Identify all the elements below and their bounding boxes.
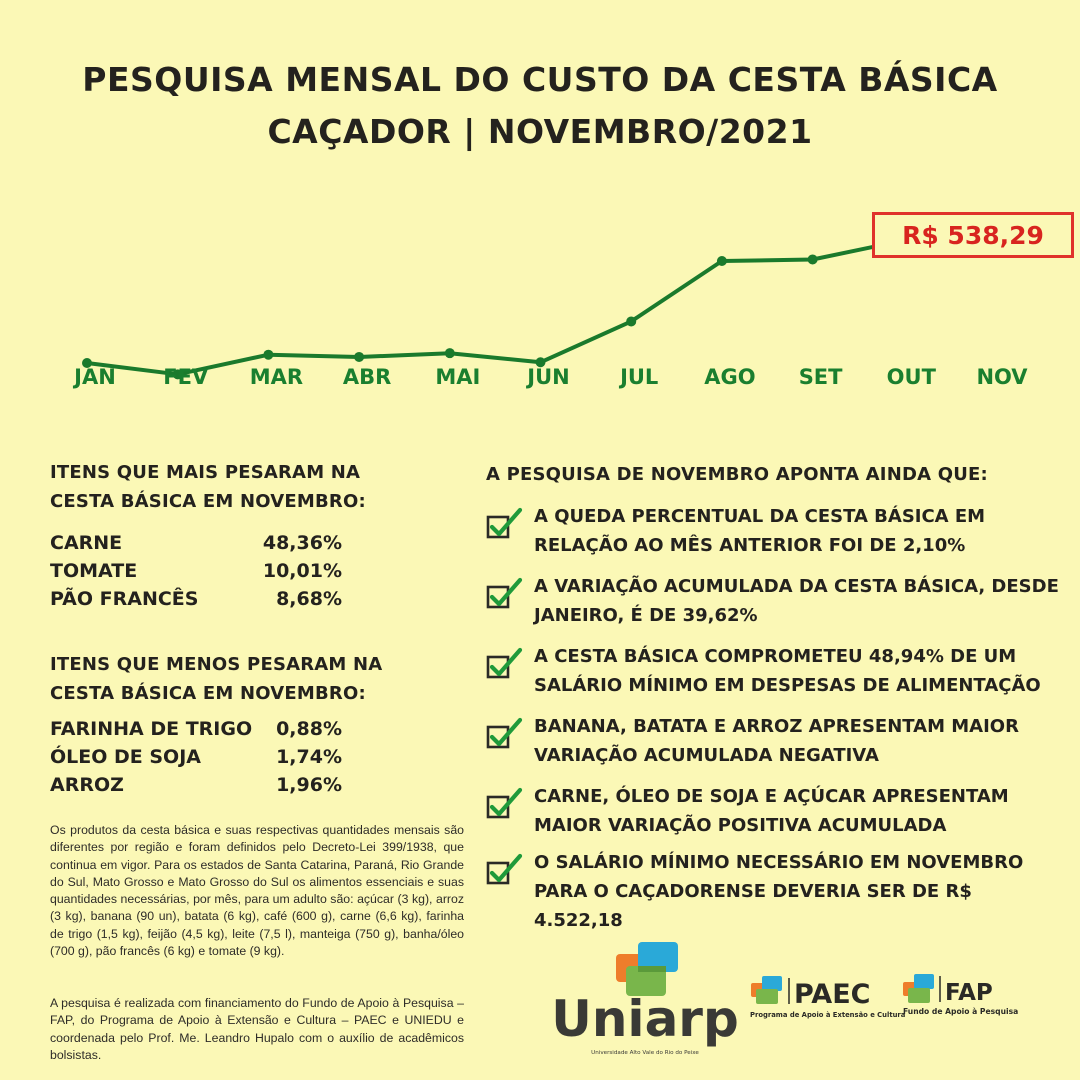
data-point-jul (626, 316, 636, 326)
uniarp-logo-icon (616, 942, 678, 996)
item-name: ARROZ (50, 774, 124, 796)
findings-heading: A PESQUISA DE NOVEMBRO APONTA AINDA QUE: (486, 464, 988, 485)
latest-value-callout: R$ 538,29 (872, 212, 1074, 258)
item-value: 8,68% (276, 588, 342, 610)
data-point-abr (354, 352, 364, 362)
finding-text: A QUEDA PERCENTUAL DA CESTA BÁSICA EM RELAÇÃO AO MÊS ANTERIOR FOI DE 2,10% (534, 506, 986, 556)
check-icon (486, 786, 526, 826)
series-line (87, 241, 994, 375)
least-weighed-heading (50, 650, 382, 708)
fap-wordmark: FAP (945, 980, 993, 1006)
data-point-ago (717, 256, 727, 266)
x-tick-label: OUT (886, 365, 936, 389)
item-name: TOMATE (50, 560, 138, 582)
x-tick-label: NOV (976, 365, 1028, 389)
finding-item (486, 506, 1056, 566)
data-point-mai (445, 348, 455, 358)
uniarp-logo (551, 940, 739, 1060)
least-weighed-heading-line2: CESTA BÁSICA EM NOVEMBRO: (50, 683, 366, 704)
most-item-row (50, 532, 342, 560)
item-value: 1,74% (276, 746, 342, 768)
x-tick-label: JUN (527, 365, 570, 389)
funding-note: A pesquisa é realizada com financiamento do Fundo de Apoio à Pesquisa – FAP, do Programa de Apoio à Extensão e Cultura – PAEC e UNIEDU e coordenada pelo Prof. Me. Leandro Hupalo com o auxílio de acadêmicos bolsistas. (50, 996, 464, 1062)
most-weighed-heading (50, 458, 366, 516)
x-tick-label: SET (798, 365, 843, 389)
finding-item (486, 576, 1059, 636)
finding-text: O SALÁRIO MÍNIMO NECESSÁRIO EM NOVEMBRO PARA O CAÇADORENSE DEVERIA SER DE R$ 4.522,18 (534, 852, 1024, 931)
item-value: 10,01% (262, 560, 342, 582)
finding-item (486, 852, 1056, 931)
item-value: 0,88% (276, 718, 342, 740)
finding-text: CARNE, ÓLEO DE SOJA E AÇÚCAR APRESENTAM MAIOR VARIAÇÃO POSITIVA ACUMULADA (534, 786, 1009, 836)
x-tick-label: AGO (704, 365, 756, 389)
page-title: PESQUISA MENSAL DO CUSTO DA CESTA BÁSICA (82, 60, 998, 99)
fap-tagline: Fundo de Apoio à Pesquisa (903, 1007, 1019, 1016)
check-icon (486, 646, 526, 686)
finding-item (486, 646, 1056, 706)
paec-tagline: Programa de Apoio à Extensão e Cultura (750, 1011, 906, 1019)
cost-line-chart (0, 0, 1080, 400)
check-icon (486, 716, 526, 756)
uniarp-wordmark: Uniarp (551, 990, 739, 1048)
methodology-note: Os produtos da cesta básica e suas respectivas quantidades mensais são diferentes por região e foram definidos pelo Decreto-Lei 399/1938, que continua em vigor. Para os estados de Santa Catarina, Paraná, Rio Grande do Sul, Mato Grosso e Mato Grosso do Sul os alimentos essenciais e suas quantidades necessárias, por mês, para um adulto são: açúcar (3 kg), arroz (3 kg), banana (90 un), batata (6 kg), café (600 g), carne (6,6 kg), farinha de trigo (1,5 kg), feijão (4,5 kg), leite (7,5 l), manteiga (750 g), banha/óleo (700 g), pão francês (6 kg) e tomate (9 kg). (50, 823, 464, 959)
most-weighed-heading-line1: ITENS QUE MAIS PESARAM NA (50, 462, 361, 483)
most-weighed-heading-line2: CESTA BÁSICA EM NOVEMBRO: (50, 491, 366, 512)
finding-text: A CESTA BÁSICA COMPROMETEU 48,94% DE UM SALÁRIO MÍNIMO EM DESPESAS DE ALIMENTAÇÃO (534, 646, 1041, 696)
data-point-set (808, 254, 818, 264)
uniarp-tagline: Universidade Alto Vale do Rio do Peixe (591, 1050, 699, 1056)
finding-item (486, 716, 1056, 776)
data-point-mar (263, 350, 273, 360)
x-tick-label: MAR (249, 365, 304, 389)
fap-logo (900, 970, 1019, 1020)
item-name: FARINHA DE TRIGO (50, 718, 253, 740)
paec-logo-icon (751, 976, 782, 1004)
item-name: PÃO FRANCÊS (50, 588, 199, 610)
most-item-row (50, 560, 342, 588)
most-item-row (50, 588, 342, 616)
item-value: 48,36% (262, 532, 342, 554)
x-tick-label: MAI (435, 365, 481, 389)
check-icon (486, 506, 526, 546)
check-icon (486, 852, 526, 892)
item-value: 1,96% (276, 774, 342, 796)
item-name: CARNE (50, 532, 123, 554)
x-tick-label: JAN (74, 365, 116, 389)
paec-logo (748, 972, 906, 1022)
least-weighed-heading-line1: ITENS QUE MENOS PESARAM NA (50, 654, 383, 675)
x-tick-label: FEV (163, 365, 209, 389)
x-tick-label: ABR (342, 365, 392, 389)
least-item-row (50, 774, 342, 802)
fap-logo-icon (903, 974, 934, 1003)
finding-text: A VARIAÇÃO ACUMULADA DA CESTA BÁSICA, DESDE JANEIRO, É DE 39,62% (534, 576, 1059, 626)
least-item-row (50, 746, 342, 774)
page-subtitle: CAÇADOR | NOVEMBRO/2021 (267, 112, 813, 151)
paec-wordmark: PAEC (794, 979, 871, 1010)
least-item-row (50, 718, 342, 746)
check-icon (486, 576, 526, 616)
item-name: ÓLEO DE SOJA (50, 746, 201, 768)
finding-text: BANANA, BATATA E ARROZ APRESENTAM MAIOR VARIAÇÃO ACUMULADA NEGATIVA (534, 716, 1019, 766)
x-tick-label: JUL (620, 365, 659, 389)
finding-item (486, 786, 1056, 846)
